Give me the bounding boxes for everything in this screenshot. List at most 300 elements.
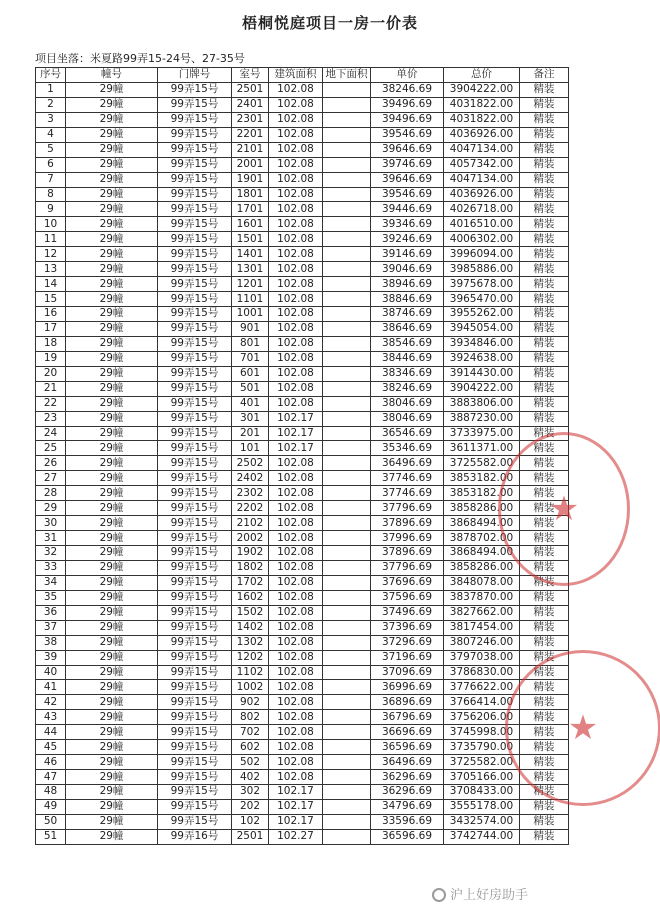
- building-cell: 29幢: [66, 321, 158, 336]
- basement-area-cell: [323, 202, 371, 217]
- floor-area-cell: 102.17: [269, 441, 323, 456]
- door-number-cell: 99弄15号: [158, 785, 232, 800]
- remark-cell: 精装: [520, 396, 569, 411]
- total-price-cell: 3432574.00: [444, 814, 520, 829]
- room-number-cell: 1701: [232, 202, 269, 217]
- basement-area-cell: [323, 501, 371, 516]
- door-number-cell: 99弄15号: [158, 262, 232, 277]
- door-number-cell: 99弄15号: [158, 82, 232, 97]
- building-cell: 29幢: [66, 605, 158, 620]
- unit-price-cell: 39746.69: [371, 157, 444, 172]
- basement-area-cell: [323, 456, 371, 471]
- basement-area-cell: [323, 321, 371, 336]
- basement-area-cell: [323, 755, 371, 770]
- unit-price-cell: 37746.69: [371, 486, 444, 501]
- building-cell: 29幢: [66, 187, 158, 202]
- unit-price-cell: 39646.69: [371, 142, 444, 157]
- building-cell: 29幢: [66, 127, 158, 142]
- row-number: 40: [36, 665, 66, 680]
- floor-area-cell: 102.08: [269, 531, 323, 546]
- room-number-cell: 602: [232, 740, 269, 755]
- unit-price-cell: 39346.69: [371, 217, 444, 232]
- basement-area-cell: [323, 695, 371, 710]
- building-cell: 29幢: [66, 157, 158, 172]
- total-price-cell: 3797038.00: [444, 650, 520, 665]
- table-row: [36, 755, 569, 770]
- remark-cell: 精装: [520, 486, 569, 501]
- building-cell: 29幢: [66, 292, 158, 307]
- building-cell: 29幢: [66, 471, 158, 486]
- column-header: 序号: [36, 68, 66, 83]
- building-cell: 29幢: [66, 829, 158, 844]
- basement-area-cell: [323, 590, 371, 605]
- total-price-cell: 4006302.00: [444, 232, 520, 247]
- row-number: 30: [36, 516, 66, 531]
- basement-area-cell: [323, 172, 371, 187]
- door-number-cell: 99弄15号: [158, 620, 232, 635]
- total-price-cell: 4026718.00: [444, 202, 520, 217]
- floor-area-cell: 102.08: [269, 277, 323, 292]
- unit-price-cell: 36496.69: [371, 755, 444, 770]
- remark-cell: 精装: [520, 814, 569, 829]
- row-number: 16: [36, 307, 66, 322]
- total-price-cell: 3705166.00: [444, 770, 520, 785]
- remark-cell: 精装: [520, 456, 569, 471]
- column-header: 建筑面积: [269, 68, 323, 83]
- table-row: [36, 232, 569, 247]
- unit-price-cell: 36696.69: [371, 725, 444, 740]
- room-number-cell: 1202: [232, 650, 269, 665]
- door-number-cell: 99弄15号: [158, 770, 232, 785]
- remark-cell: 精装: [520, 411, 569, 426]
- building-cell: 29幢: [66, 575, 158, 590]
- total-price-cell: 3735790.00: [444, 740, 520, 755]
- building-cell: 29幢: [66, 426, 158, 441]
- room-number-cell: 502: [232, 755, 269, 770]
- column-header: 单价: [371, 68, 444, 83]
- floor-area-cell: 102.08: [269, 710, 323, 725]
- remark-cell: 精装: [520, 799, 569, 814]
- total-price-cell: 3766414.00: [444, 695, 520, 710]
- door-number-cell: 99弄15号: [158, 187, 232, 202]
- seal-star-icon: ★: [548, 489, 580, 529]
- room-number-cell: 1601: [232, 217, 269, 232]
- row-number: 15: [36, 292, 66, 307]
- room-number-cell: 1802: [232, 560, 269, 575]
- room-number-cell: 102: [232, 814, 269, 829]
- door-number-cell: 99弄15号: [158, 336, 232, 351]
- room-number-cell: 1602: [232, 590, 269, 605]
- row-number: 36: [36, 605, 66, 620]
- table-row: [36, 725, 569, 740]
- row-number: 29: [36, 501, 66, 516]
- remark-cell: 精装: [520, 366, 569, 381]
- building-cell: 29幢: [66, 650, 158, 665]
- floor-area-cell: 102.08: [269, 202, 323, 217]
- unit-price-cell: 37796.69: [371, 501, 444, 516]
- floor-area-cell: 102.08: [269, 396, 323, 411]
- room-number-cell: 701: [232, 351, 269, 366]
- total-price-cell: 3786830.00: [444, 665, 520, 680]
- building-cell: 29幢: [66, 695, 158, 710]
- table-row: [36, 531, 569, 546]
- table-row: [36, 202, 569, 217]
- remark-cell: 精装: [520, 172, 569, 187]
- floor-area-cell: 102.08: [269, 127, 323, 142]
- building-cell: 29幢: [66, 710, 158, 725]
- basement-area-cell: [323, 635, 371, 650]
- floor-area-cell: 102.17: [269, 814, 323, 829]
- total-price-cell: 3858286.00: [444, 501, 520, 516]
- row-number: 8: [36, 187, 66, 202]
- table-row: [36, 336, 569, 351]
- column-header: 总价: [444, 68, 520, 83]
- unit-price-cell: 38046.69: [371, 411, 444, 426]
- remark-cell: 精装: [520, 531, 569, 546]
- building-cell: 29幢: [66, 381, 158, 396]
- remark-cell: 精装: [520, 262, 569, 277]
- door-number-cell: 99弄15号: [158, 471, 232, 486]
- unit-price-cell: 36546.69: [371, 426, 444, 441]
- building-cell: 29幢: [66, 486, 158, 501]
- basement-area-cell: [323, 411, 371, 426]
- table-row: [36, 157, 569, 172]
- room-number-cell: 1402: [232, 620, 269, 635]
- floor-area-cell: 102.08: [269, 695, 323, 710]
- table-row: [36, 471, 569, 486]
- unit-price-cell: 38246.69: [371, 381, 444, 396]
- building-cell: 29幢: [66, 262, 158, 277]
- room-number-cell: 1101: [232, 292, 269, 307]
- row-number: 17: [36, 321, 66, 336]
- building-cell: 29幢: [66, 232, 158, 247]
- remark-cell: 精装: [520, 620, 569, 635]
- unit-price-cell: 36996.69: [371, 680, 444, 695]
- building-cell: 29幢: [66, 725, 158, 740]
- floor-area-cell: 102.08: [269, 456, 323, 471]
- row-number: 23: [36, 411, 66, 426]
- building-cell: 29幢: [66, 336, 158, 351]
- room-number-cell: 2502: [232, 456, 269, 471]
- room-number-cell: 202: [232, 799, 269, 814]
- remark-cell: 精装: [520, 650, 569, 665]
- building-cell: 29幢: [66, 516, 158, 531]
- row-number: 21: [36, 381, 66, 396]
- total-price-cell: 3883806.00: [444, 396, 520, 411]
- remark-cell: 精装: [520, 441, 569, 456]
- floor-area-cell: 102.08: [269, 590, 323, 605]
- total-price-cell: 4047134.00: [444, 172, 520, 187]
- room-number-cell: 1501: [232, 232, 269, 247]
- door-number-cell: 99弄15号: [158, 321, 232, 336]
- remark-cell: 精装: [520, 142, 569, 157]
- room-number-cell: 402: [232, 770, 269, 785]
- total-price-cell: 3975678.00: [444, 277, 520, 292]
- row-number: 27: [36, 471, 66, 486]
- unit-price-cell: 39046.69: [371, 262, 444, 277]
- floor-area-cell: 102.08: [269, 725, 323, 740]
- room-number-cell: 501: [232, 381, 269, 396]
- room-number-cell: 2001: [232, 157, 269, 172]
- basement-area-cell: [323, 725, 371, 740]
- unit-price-cell: 38746.69: [371, 307, 444, 322]
- door-number-cell: 99弄15号: [158, 426, 232, 441]
- table-row: [36, 112, 569, 127]
- unit-price-cell: 36496.69: [371, 456, 444, 471]
- basement-area-cell: [323, 516, 371, 531]
- floor-area-cell: 102.17: [269, 799, 323, 814]
- floor-area-cell: 102.08: [269, 336, 323, 351]
- total-price-cell: 4031822.00: [444, 112, 520, 127]
- door-number-cell: 99弄15号: [158, 142, 232, 157]
- door-number-cell: 99弄15号: [158, 112, 232, 127]
- table-row: [36, 710, 569, 725]
- floor-area-cell: 102.08: [269, 112, 323, 127]
- floor-area-cell: 102.08: [269, 307, 323, 322]
- table-row: [36, 172, 569, 187]
- unit-price-cell: 37596.69: [371, 590, 444, 605]
- building-cell: 29幢: [66, 635, 158, 650]
- table-row: [36, 262, 569, 277]
- floor-area-cell: 102.08: [269, 172, 323, 187]
- row-number: 6: [36, 157, 66, 172]
- table-row: [36, 516, 569, 531]
- row-number: 38: [36, 635, 66, 650]
- basement-area-cell: [323, 486, 371, 501]
- room-number-cell: 2501: [232, 82, 269, 97]
- basement-area-cell: [323, 560, 371, 575]
- table-row: [36, 770, 569, 785]
- total-price-cell: 3878702.00: [444, 531, 520, 546]
- unit-price-cell: 39446.69: [371, 202, 444, 217]
- row-number: 45: [36, 740, 66, 755]
- building-cell: 29幢: [66, 770, 158, 785]
- basement-area-cell: [323, 187, 371, 202]
- row-number: 37: [36, 620, 66, 635]
- table-row: [36, 560, 569, 575]
- row-number: 39: [36, 650, 66, 665]
- table-header-row: [36, 68, 569, 83]
- floor-area-cell: 102.08: [269, 247, 323, 262]
- basement-area-cell: [323, 232, 371, 247]
- remark-cell: 精装: [520, 97, 569, 112]
- row-number: 18: [36, 336, 66, 351]
- floor-area-cell: 102.08: [269, 575, 323, 590]
- building-cell: 29幢: [66, 351, 158, 366]
- table-row: [36, 277, 569, 292]
- row-number: 48: [36, 785, 66, 800]
- door-number-cell: 99弄15号: [158, 127, 232, 142]
- row-number: 41: [36, 680, 66, 695]
- floor-area-cell: 102.08: [269, 381, 323, 396]
- floor-area-cell: 102.08: [269, 516, 323, 531]
- row-number: 26: [36, 456, 66, 471]
- door-number-cell: 99弄15号: [158, 292, 232, 307]
- table-row: [36, 740, 569, 755]
- remark-cell: 精装: [520, 785, 569, 800]
- floor-area-cell: 102.27: [269, 829, 323, 844]
- floor-area-cell: 102.08: [269, 620, 323, 635]
- total-price-cell: 3934846.00: [444, 336, 520, 351]
- floor-area-cell: 102.08: [269, 665, 323, 680]
- remark-cell: 精装: [520, 307, 569, 322]
- unit-price-cell: 39546.69: [371, 127, 444, 142]
- door-number-cell: 99弄15号: [158, 351, 232, 366]
- total-price-cell: 3904222.00: [444, 381, 520, 396]
- basement-area-cell: [323, 785, 371, 800]
- table-row: [36, 665, 569, 680]
- total-price-cell: 3776622.00: [444, 680, 520, 695]
- total-price-cell: 3955262.00: [444, 307, 520, 322]
- total-price-cell: 3853182.00: [444, 471, 520, 486]
- door-number-cell: 99弄15号: [158, 680, 232, 695]
- remark-cell: 精装: [520, 157, 569, 172]
- remark-cell: 精装: [520, 560, 569, 575]
- total-price-cell: 4031822.00: [444, 97, 520, 112]
- table-row: [36, 142, 569, 157]
- basement-area-cell: [323, 680, 371, 695]
- total-price-cell: 3611371.00: [444, 441, 520, 456]
- remark-cell: 精装: [520, 202, 569, 217]
- basement-area-cell: [323, 97, 371, 112]
- total-price-cell: 4016510.00: [444, 217, 520, 232]
- basement-area-cell: [323, 381, 371, 396]
- door-number-cell: 99弄15号: [158, 97, 232, 112]
- floor-area-cell: 102.08: [269, 471, 323, 486]
- door-number-cell: 99弄15号: [158, 381, 232, 396]
- unit-price-cell: 37696.69: [371, 575, 444, 590]
- door-number-cell: 99弄15号: [158, 725, 232, 740]
- total-price-cell: 3827662.00: [444, 605, 520, 620]
- room-number-cell: 201: [232, 426, 269, 441]
- door-number-cell: 99弄15号: [158, 247, 232, 262]
- total-price-cell: 3848078.00: [444, 575, 520, 590]
- remark-cell: 精装: [520, 82, 569, 97]
- unit-price-cell: 37896.69: [371, 516, 444, 531]
- floor-area-cell: 102.08: [269, 232, 323, 247]
- floor-area-cell: 102.08: [269, 770, 323, 785]
- row-number: 50: [36, 814, 66, 829]
- building-cell: 29幢: [66, 785, 158, 800]
- total-price-cell: 4057342.00: [444, 157, 520, 172]
- total-price-cell: 3853182.00: [444, 486, 520, 501]
- table-row: [36, 441, 569, 456]
- room-number-cell: 2401: [232, 97, 269, 112]
- building-cell: 29幢: [66, 799, 158, 814]
- door-number-cell: 99弄15号: [158, 516, 232, 531]
- row-number: 11: [36, 232, 66, 247]
- building-cell: 29幢: [66, 665, 158, 680]
- row-number: 28: [36, 486, 66, 501]
- remark-cell: 精装: [520, 725, 569, 740]
- remark-cell: 精装: [520, 605, 569, 620]
- remark-cell: 精装: [520, 635, 569, 650]
- floor-area-cell: 102.17: [269, 426, 323, 441]
- remark-cell: 精装: [520, 680, 569, 695]
- remark-cell: 精装: [520, 740, 569, 755]
- door-number-cell: 99弄15号: [158, 172, 232, 187]
- floor-area-cell: 102.08: [269, 546, 323, 561]
- remark-cell: 精装: [520, 112, 569, 127]
- table-row: [36, 486, 569, 501]
- room-number-cell: 2501: [232, 829, 269, 844]
- building-cell: 29幢: [66, 217, 158, 232]
- floor-area-cell: 102.08: [269, 560, 323, 575]
- room-number-cell: 1102: [232, 665, 269, 680]
- column-header: 地下面积: [323, 68, 371, 83]
- total-price-cell: 3745998.00: [444, 725, 520, 740]
- unit-price-cell: 37746.69: [371, 471, 444, 486]
- remark-cell: 精装: [520, 381, 569, 396]
- building-cell: 29幢: [66, 814, 158, 829]
- door-number-cell: 99弄15号: [158, 366, 232, 381]
- room-number-cell: 302: [232, 785, 269, 800]
- room-number-cell: 2101: [232, 142, 269, 157]
- building-cell: 29幢: [66, 202, 158, 217]
- row-number: 3: [36, 112, 66, 127]
- unit-price-cell: 38246.69: [371, 82, 444, 97]
- total-price-cell: 3887230.00: [444, 411, 520, 426]
- building-cell: 29幢: [66, 620, 158, 635]
- door-number-cell: 99弄15号: [158, 575, 232, 590]
- remark-cell: 精装: [520, 127, 569, 142]
- building-cell: 29幢: [66, 82, 158, 97]
- row-number: 35: [36, 590, 66, 605]
- building-cell: 29幢: [66, 277, 158, 292]
- remark-cell: 精装: [520, 575, 569, 590]
- unit-price-cell: 36796.69: [371, 710, 444, 725]
- row-number: 43: [36, 710, 66, 725]
- floor-area-cell: 102.08: [269, 755, 323, 770]
- room-number-cell: 301: [232, 411, 269, 426]
- unit-price-cell: 36596.69: [371, 740, 444, 755]
- room-number-cell: 2302: [232, 486, 269, 501]
- table-row: [36, 426, 569, 441]
- row-number: 12: [36, 247, 66, 262]
- basement-area-cell: [323, 740, 371, 755]
- total-price-cell: 3858286.00: [444, 560, 520, 575]
- table-row: [36, 187, 569, 202]
- unit-price-cell: 36296.69: [371, 785, 444, 800]
- door-number-cell: 99弄15号: [158, 456, 232, 471]
- building-cell: 29幢: [66, 546, 158, 561]
- unit-price-cell: 36596.69: [371, 829, 444, 844]
- table-row: [36, 650, 569, 665]
- column-header: 幢号: [66, 68, 158, 83]
- unit-price-cell: 34796.69: [371, 799, 444, 814]
- door-number-cell: 99弄15号: [158, 650, 232, 665]
- remark-cell: 精装: [520, 501, 569, 516]
- basement-area-cell: [323, 814, 371, 829]
- table-row: [36, 605, 569, 620]
- total-price-cell: 3868494.00: [444, 516, 520, 531]
- unit-price-cell: 39496.69: [371, 97, 444, 112]
- door-number-cell: 99弄15号: [158, 695, 232, 710]
- table-row: [36, 814, 569, 829]
- door-number-cell: 99弄15号: [158, 486, 232, 501]
- door-number-cell: 99弄15号: [158, 799, 232, 814]
- remark-cell: 精装: [520, 471, 569, 486]
- table-row: [36, 366, 569, 381]
- door-number-cell: 99弄15号: [158, 307, 232, 322]
- row-number: 44: [36, 725, 66, 740]
- building-cell: 29幢: [66, 740, 158, 755]
- building-cell: 29幢: [66, 755, 158, 770]
- room-number-cell: 2301: [232, 112, 269, 127]
- table-row: [36, 97, 569, 112]
- remark-cell: 精装: [520, 277, 569, 292]
- door-number-cell: 99弄15号: [158, 665, 232, 680]
